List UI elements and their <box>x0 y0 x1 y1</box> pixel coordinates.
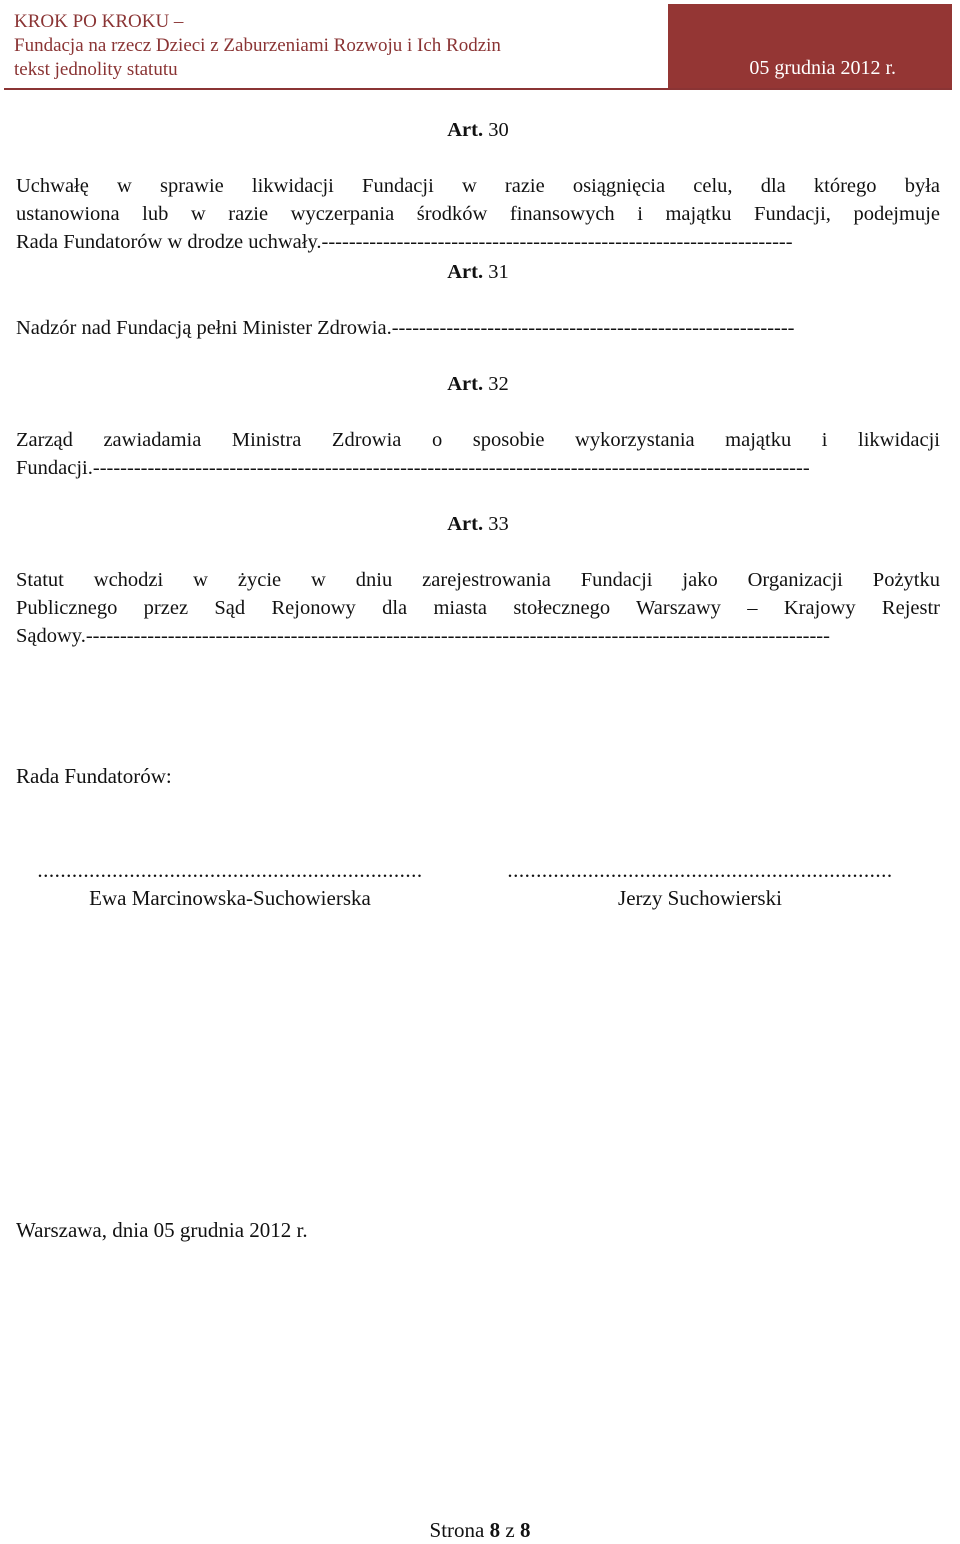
header-accent-box <box>668 4 952 88</box>
article-text-line: Zarząd zawiadamia Ministra Zdrowia o sposobie wykorzystania majątku i likwidacji <box>16 429 940 451</box>
article-label: Art. <box>447 261 484 283</box>
signature-line: ................................................................... <box>507 858 893 882</box>
article-31 <box>16 258 940 342</box>
article-text-line: Uchwałę w sprawie likwidacji Fundacji w razie osiągnięcia celu, dla którego była <box>16 175 940 197</box>
article-number: 31 <box>488 261 509 283</box>
article-30 <box>16 116 940 256</box>
article-label: Art. <box>447 513 484 535</box>
signature-line: ................................................................... <box>37 858 423 882</box>
article-number: 32 <box>488 373 509 395</box>
article-heading <box>16 258 940 286</box>
signatory-name: Ewa Marcinowska-Suchowierska <box>89 886 371 910</box>
header-line-3: tekst jednolity statutu <box>14 59 178 80</box>
page-header <box>4 4 952 90</box>
header-line-2: Fundacja na rzecz Dzieci z Zaburzeniami Rozwoju i Ich Rodzin <box>14 35 501 56</box>
article-33 <box>16 510 940 650</box>
page-footer <box>0 1518 960 1543</box>
article-text-line: ustanowiona lub w razie wyczerpania środków finansowych i majątku Fundacji, podejmuje <box>16 203 940 225</box>
article-text-last-line: Rada Fundatorów w drodze uchwały.--------------------------------------------------------------------- <box>16 231 793 253</box>
footer-prefix: Strona <box>429 1518 485 1542</box>
header-line-1: KROK PO KROKU – <box>14 11 184 32</box>
article-text-last-line: Fundacji.--------------------------------------------------------------------------------------------------------- <box>16 457 810 479</box>
article-heading <box>16 370 940 398</box>
header-date: 05 grudnia 2012 r. <box>749 57 896 79</box>
signatory-name: Jerzy Suchowierski <box>618 886 782 910</box>
article-heading <box>16 116 940 144</box>
article-text-line: Statut wchodzi w życie w dniu zarejestrowania Fundacji jako Organizacji Pożytku <box>16 569 940 591</box>
footer-separator: z <box>505 1518 515 1542</box>
article-text-line: Publicznego przez Sąd Rejonowy dla miasta stołecznego Warszawy – Krajowy Rejestr <box>16 597 940 619</box>
signature-left <box>20 856 440 912</box>
article-label: Art. <box>447 119 484 141</box>
footer-total-pages: 8 <box>519 1518 531 1542</box>
footer-current-page: 8 <box>489 1518 501 1542</box>
article-label: Art. <box>447 373 484 395</box>
article-text-last-line: Nadzór nad Fundacją pełni Minister Zdrowia.----------------------------------------------------------- <box>16 317 795 339</box>
article-number: 33 <box>488 513 509 535</box>
place-and-date: Warszawa, dnia 05 grudnia 2012 r. <box>16 1218 308 1242</box>
article-32 <box>16 370 940 482</box>
signature-right <box>480 856 920 912</box>
signatures-label: Rada Fundatorów: <box>16 764 172 788</box>
article-text-last-line: Sądowy.------------------------------------------------------------------------------------------------------------- <box>16 625 830 647</box>
header-title-block <box>14 10 501 82</box>
article-number: 30 <box>488 119 509 141</box>
article-heading <box>16 510 940 538</box>
